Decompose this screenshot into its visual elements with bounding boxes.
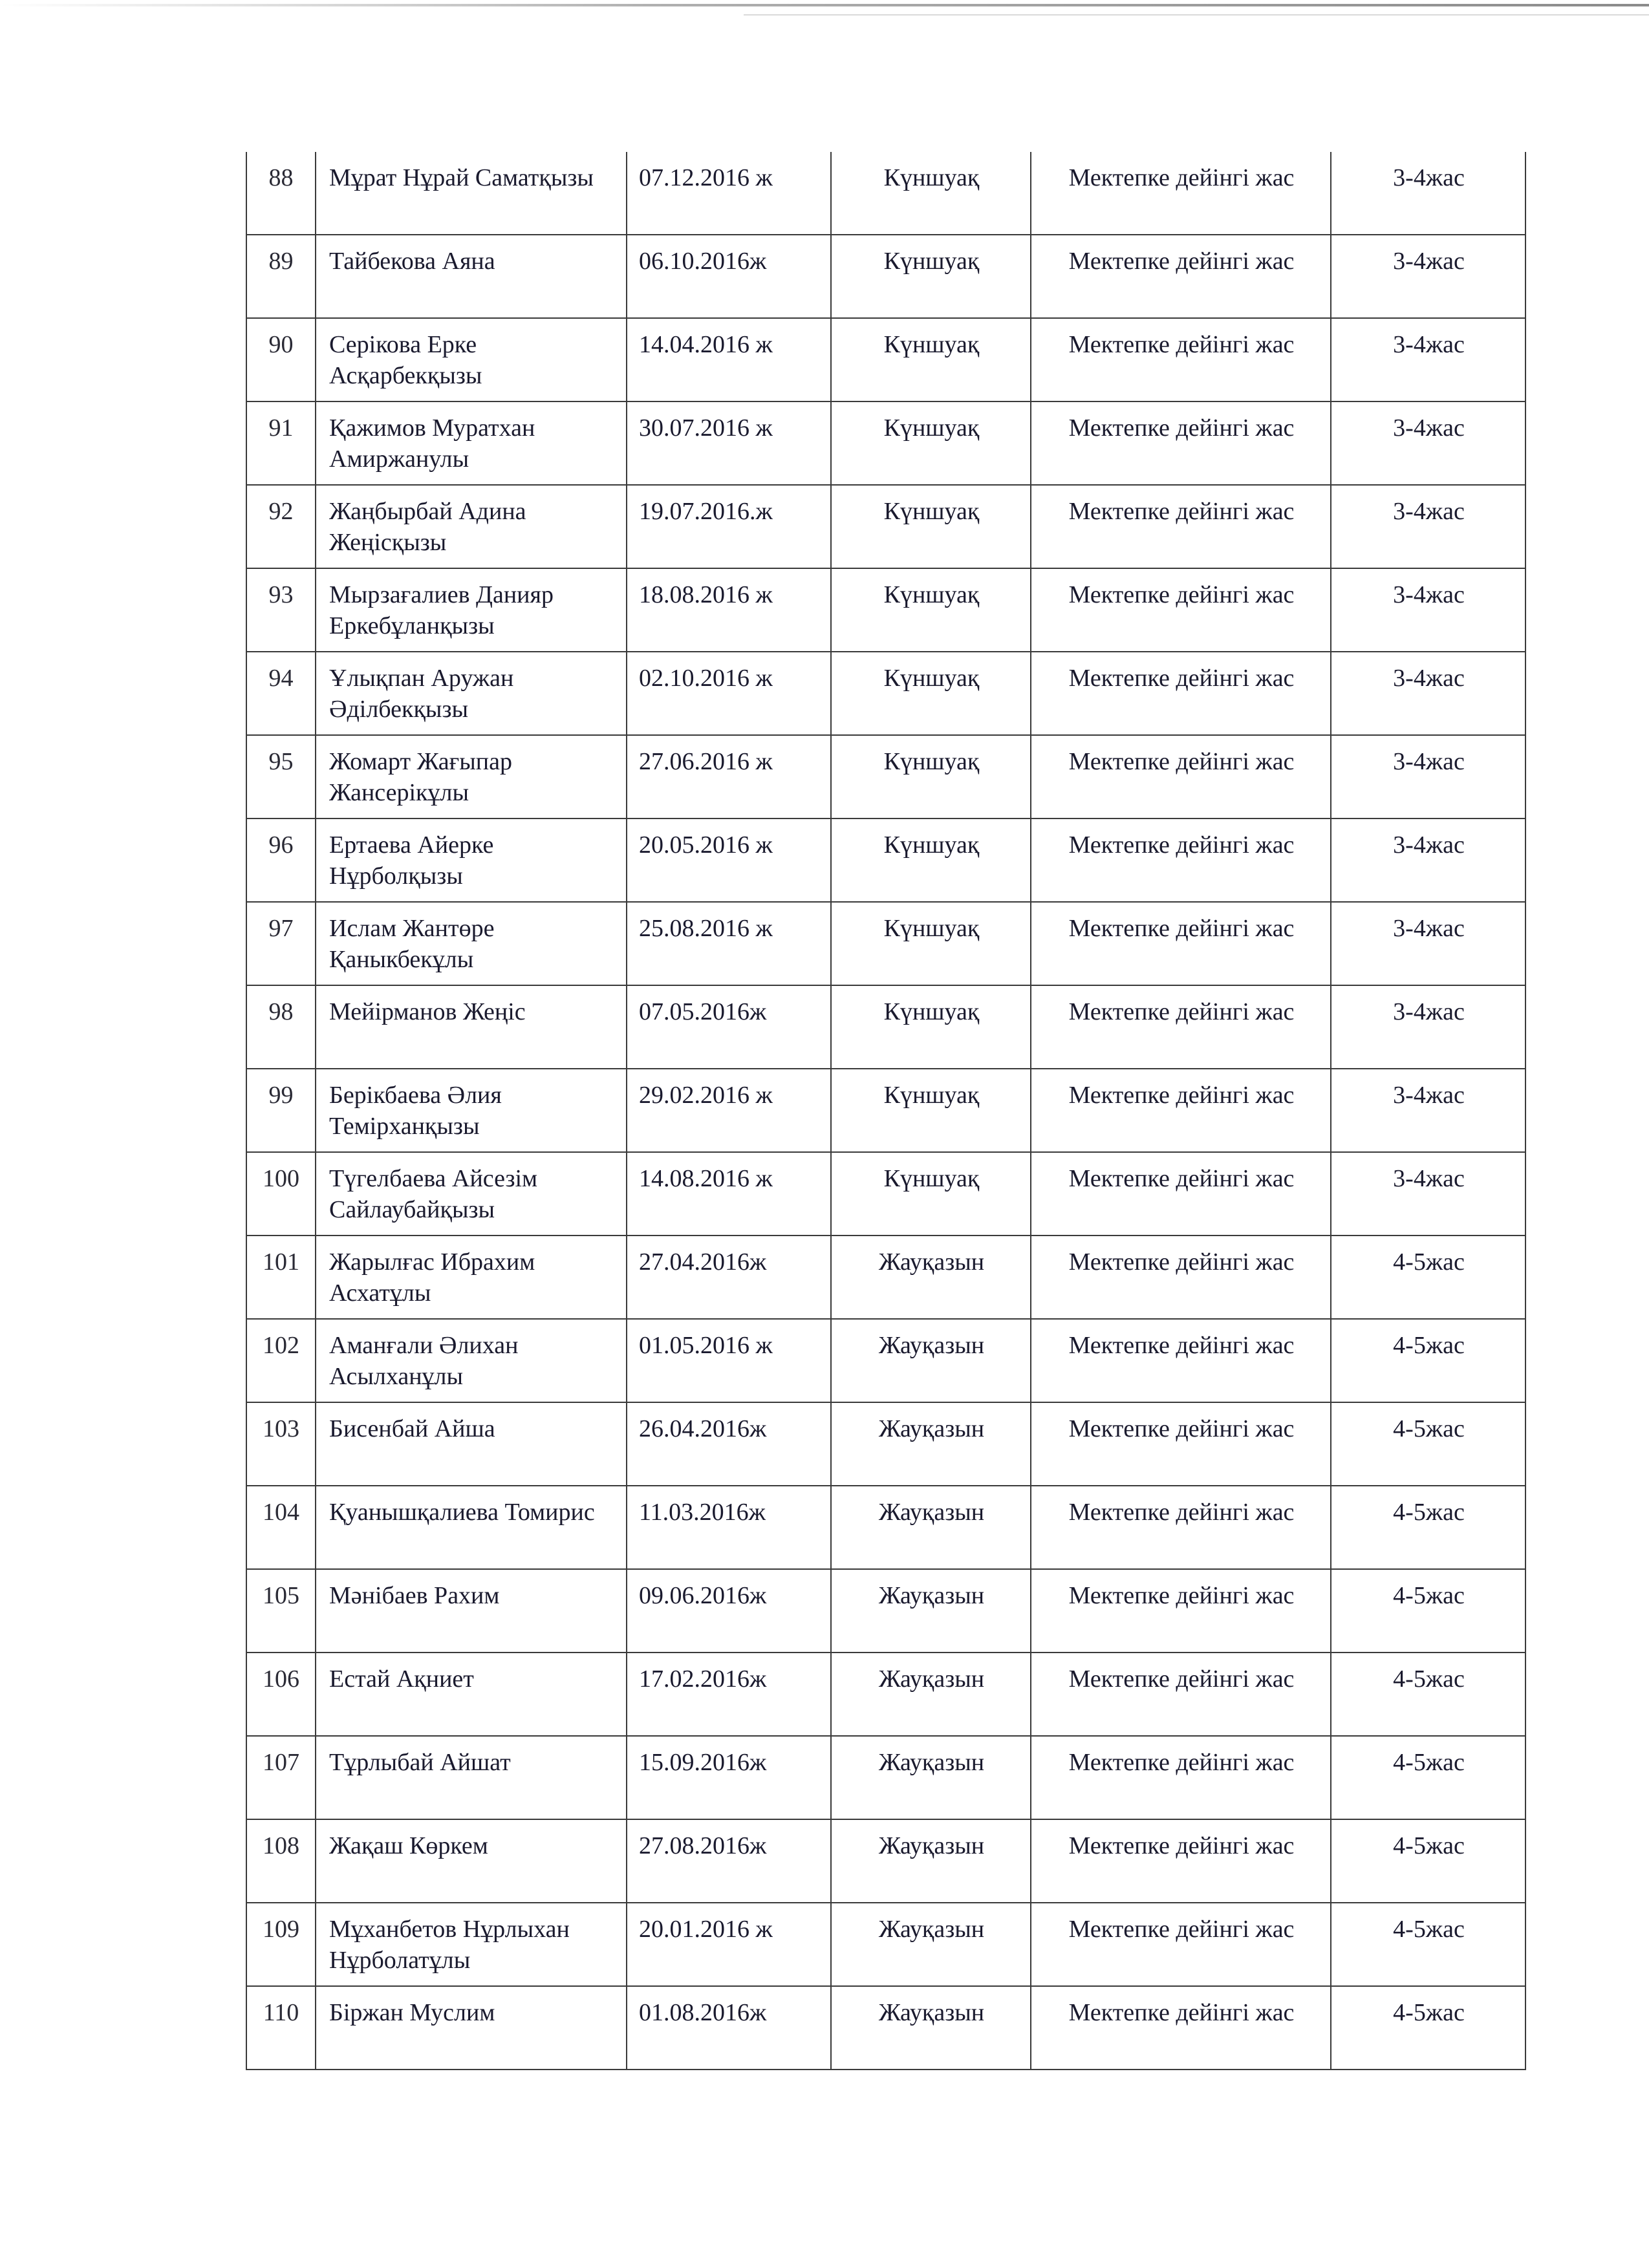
age-category: Мектепке дейінгі жас [1031, 1319, 1331, 1402]
age-range: 3-4жас [1331, 1152, 1525, 1236]
age-range: 3-4жас [1331, 401, 1525, 485]
birth-date: 18.08.2016 ж [627, 568, 831, 652]
birth-date: 20.05.2016 ж [627, 818, 831, 902]
child-name: Жомарт Жағыпар Жансерікұлы [316, 735, 627, 818]
age-category: Мектепке дейінгі жас [1031, 568, 1331, 652]
child-name: Ұлықпан Аружан Әділбекқызы [316, 652, 627, 735]
row-number: 100 [246, 1152, 316, 1236]
group-name: Жауқазын [831, 1486, 1031, 1569]
child-name: Ислам Жантөре Қаныкбекұлы [316, 902, 627, 985]
row-number: 90 [246, 318, 316, 401]
age-category: Мектепке дейінгі жас [1031, 318, 1331, 401]
child-name: Аманғали Әлихан Асылханұлы [316, 1319, 627, 1402]
row-number: 101 [246, 1236, 316, 1319]
child-name: Мұханбетов Нұрлыхан Нұрболатұлы [316, 1903, 627, 1986]
birth-date: 20.01.2016 ж [627, 1903, 831, 1986]
row-number: 110 [246, 1986, 316, 2070]
age-category: Мектепке дейінгі жас [1031, 1152, 1331, 1236]
age-range: 4-5жас [1331, 1903, 1525, 1986]
child-name: Серікова Ерке Асқарбекқызы [316, 318, 627, 401]
birth-date: 01.08.2016ж [627, 1986, 831, 2070]
row-number: 102 [246, 1319, 316, 1402]
birth-date: 02.10.2016 ж [627, 652, 831, 735]
row-number: 106 [246, 1653, 316, 1736]
birth-date: 27.06.2016 ж [627, 735, 831, 818]
age-category: Мектепке дейінгі жас [1031, 1736, 1331, 1819]
row-number: 109 [246, 1903, 316, 1986]
birth-date: 11.03.2016ж [627, 1486, 831, 1569]
age-category: Мектепке дейінгі жас [1031, 1986, 1331, 2070]
children-list-table [246, 152, 1526, 2070]
child-name: Мәнібаев Рахим [316, 1569, 627, 1653]
age-category: Мектепке дейінгі жас [1031, 235, 1331, 318]
age-category: Мектепке дейінгі жас [1031, 485, 1331, 568]
row-number: 91 [246, 401, 316, 485]
birth-date: 19.07.2016.ж [627, 485, 831, 568]
table-row [246, 235, 1525, 318]
table-row [246, 902, 1525, 985]
age-category: Мектепке дейінгі жас [1031, 1903, 1331, 1986]
age-range: 3-4жас [1331, 152, 1525, 235]
table-row [246, 1736, 1525, 1819]
row-number: 107 [246, 1736, 316, 1819]
table-row [246, 318, 1525, 401]
group-name: Жауқазын [831, 1236, 1031, 1319]
age-range: 4-5жас [1331, 1236, 1525, 1319]
birth-date: 15.09.2016ж [627, 1736, 831, 1819]
birth-date: 26.04.2016ж [627, 1402, 831, 1486]
table-row [246, 568, 1525, 652]
group-name: Жауқазын [831, 1736, 1031, 1819]
birth-date: 01.05.2016 ж [627, 1319, 831, 1402]
row-number: 93 [246, 568, 316, 652]
birth-date: 14.08.2016 ж [627, 1152, 831, 1236]
birth-date: 17.02.2016ж [627, 1653, 831, 1736]
child-name: Ертаева Айерке Нұрболқызы [316, 818, 627, 902]
row-number: 95 [246, 735, 316, 818]
age-category: Мектепке дейінгі жас [1031, 1486, 1331, 1569]
table-row [246, 485, 1525, 568]
group-name: Күншуақ [831, 568, 1031, 652]
age-category: Мектепке дейінгі жас [1031, 1653, 1331, 1736]
group-name: Күншуақ [831, 1069, 1031, 1152]
age-range: 3-4жас [1331, 652, 1525, 735]
row-number: 97 [246, 902, 316, 985]
table-row [246, 652, 1525, 735]
child-name: Қажимов Муратхан Амиржанулы [316, 401, 627, 485]
group-name: Күншуақ [831, 318, 1031, 401]
table-row [246, 1569, 1525, 1653]
age-category: Мектепке дейінгі жас [1031, 401, 1331, 485]
table-row [246, 1486, 1525, 1569]
age-range: 4-5жас [1331, 1819, 1525, 1903]
age-range: 4-5жас [1331, 1736, 1525, 1819]
group-name: Жауқазын [831, 1986, 1031, 2070]
age-range: 3-4жас [1331, 818, 1525, 902]
table-row [246, 1986, 1525, 2070]
birth-date: 25.08.2016 ж [627, 902, 831, 985]
group-name: Күншуақ [831, 1152, 1031, 1236]
table-row [246, 1069, 1525, 1152]
row-number: 105 [246, 1569, 316, 1653]
table-row [246, 1319, 1525, 1402]
table-row [246, 1653, 1525, 1736]
row-number: 98 [246, 985, 316, 1069]
row-number: 88 [246, 152, 316, 235]
child-name: Мырзағалиев Данияр Еркебұланқызы [316, 568, 627, 652]
age-category: Мектепке дейінгі жас [1031, 985, 1331, 1069]
child-name: Бисенбай Айша [316, 1402, 627, 1486]
child-name: Жарылғас Ибрахим Асхатұлы [316, 1236, 627, 1319]
group-name: Жауқазын [831, 1903, 1031, 1986]
age-range: 3-4жас [1331, 485, 1525, 568]
child-name: Тұрлыбай Айшат [316, 1736, 627, 1819]
birth-date: 27.04.2016ж [627, 1236, 831, 1319]
group-name: Жауқазын [831, 1319, 1031, 1402]
child-name: Тайбекова Аяна [316, 235, 627, 318]
table-row [246, 1236, 1525, 1319]
group-name: Күншуақ [831, 818, 1031, 902]
scan-edge-line-secondary [744, 14, 1649, 16]
age-range: 4-5жас [1331, 1653, 1525, 1736]
row-number: 96 [246, 818, 316, 902]
group-name: Күншуақ [831, 152, 1031, 235]
age-range: 4-5жас [1331, 1986, 1525, 2070]
age-category: Мектепке дейінгі жас [1031, 1569, 1331, 1653]
child-name: Жаңбырбай Адина Жеңісқызы [316, 485, 627, 568]
table-row [246, 1819, 1525, 1903]
row-number: 94 [246, 652, 316, 735]
age-category: Мектепке дейінгі жас [1031, 1819, 1331, 1903]
child-name: Біржан Муслим [316, 1986, 627, 2070]
group-name: Күншуақ [831, 401, 1031, 485]
row-number: 99 [246, 1069, 316, 1152]
age-range: 4-5жас [1331, 1319, 1525, 1402]
birth-date: 27.08.2016ж [627, 1819, 831, 1903]
table-row [246, 1152, 1525, 1236]
birth-date: 30.07.2016 ж [627, 401, 831, 485]
age-range: 3-4жас [1331, 318, 1525, 401]
birth-date: 14.04.2016 ж [627, 318, 831, 401]
age-category: Мектепке дейінгі жас [1031, 1069, 1331, 1152]
age-category: Мектепке дейінгі жас [1031, 152, 1331, 235]
child-name: Жақаш Көркем [316, 1819, 627, 1903]
child-name: Мұрат Нұрай Саматқызы [316, 152, 627, 235]
child-name: Естай Ақниет [316, 1653, 627, 1736]
child-name: Мейірманов Жеңіс [316, 985, 627, 1069]
age-range: 3-4жас [1331, 1069, 1525, 1152]
age-category: Мектепке дейінгі жас [1031, 1236, 1331, 1319]
group-name: Күншуақ [831, 485, 1031, 568]
scan-edge-line [0, 4, 1649, 6]
age-category: Мектепке дейінгі жас [1031, 818, 1331, 902]
birth-date: 07.12.2016 ж [627, 152, 831, 235]
age-range: 4-5жас [1331, 1569, 1525, 1653]
group-name: Жауқазын [831, 1402, 1031, 1486]
birth-date: 07.05.2016ж [627, 985, 831, 1069]
table-row [246, 818, 1525, 902]
age-category: Мектепке дейінгі жас [1031, 735, 1331, 818]
group-name: Күншуақ [831, 985, 1031, 1069]
row-number: 108 [246, 1819, 316, 1903]
age-category: Мектепке дейінгі жас [1031, 652, 1331, 735]
birth-date: 06.10.2016ж [627, 235, 831, 318]
table-row [246, 401, 1525, 485]
group-name: Күншуақ [831, 652, 1031, 735]
row-number: 104 [246, 1486, 316, 1569]
group-name: Күншуақ [831, 735, 1031, 818]
table-row [246, 1903, 1525, 1986]
age-range: 4-5жас [1331, 1486, 1525, 1569]
birth-date: 29.02.2016 ж [627, 1069, 831, 1152]
age-range: 4-5жас [1331, 1402, 1525, 1486]
group-name: Күншуақ [831, 902, 1031, 985]
birth-date: 09.06.2016ж [627, 1569, 831, 1653]
child-name: Берікбаева Әлия Темірханқызы [316, 1069, 627, 1152]
table-row [246, 1402, 1525, 1486]
age-range: 3-4жас [1331, 902, 1525, 985]
age-category: Мектепке дейінгі жас [1031, 902, 1331, 985]
age-category: Мектепке дейінгі жас [1031, 1402, 1331, 1486]
child-name: Қуанышқалиева Томирис [316, 1486, 627, 1569]
age-range: 3-4жас [1331, 735, 1525, 818]
table-row [246, 152, 1525, 235]
group-name: Жауқазын [831, 1819, 1031, 1903]
age-range: 3-4жас [1331, 235, 1525, 318]
group-name: Күншуақ [831, 235, 1031, 318]
age-range: 3-4жас [1331, 985, 1525, 1069]
table-row [246, 735, 1525, 818]
row-number: 89 [246, 235, 316, 318]
row-number: 92 [246, 485, 316, 568]
group-name: Жауқазын [831, 1569, 1031, 1653]
table-row [246, 985, 1525, 1069]
child-name: Түгелбаева Айсезім Сайлаубайқызы [316, 1152, 627, 1236]
row-number: 103 [246, 1402, 316, 1486]
age-range: 3-4жас [1331, 568, 1525, 652]
table-body [246, 152, 1525, 2070]
group-name: Жауқазын [831, 1653, 1031, 1736]
